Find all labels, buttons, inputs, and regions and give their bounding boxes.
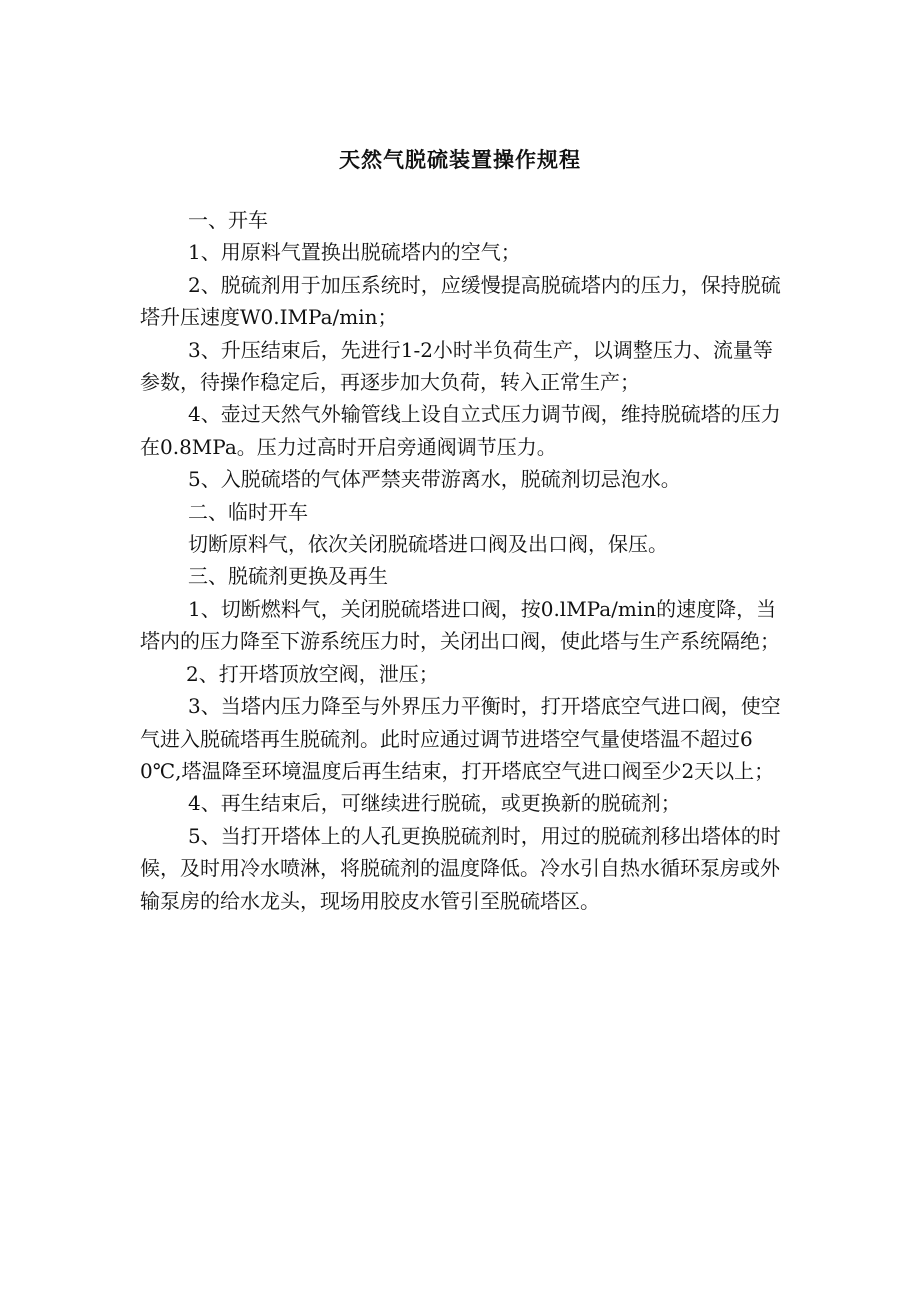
section-heading-replacement: 三、脱硫剂更换及再生 [188, 564, 388, 589]
section-heading-temporary-start: 二、临时开车 [188, 499, 308, 524]
paragraph-replacement-1: 1、切断燃料气，关闭脱硫塔进口阀，按0.lMPa/min的速度降，当塔内的压力降至下游系统压力时，关闭出口阀，使此塔与生产系统隔绝； [140, 596, 780, 654]
document-title: 天然气脱硫装置操作规程 [339, 147, 581, 172]
paragraph-step-1: 1、用原料气置换出脱硫塔内的空气； [188, 240, 521, 265]
paragraph-step-5: 5、入脱硫塔的气体严禁夹带游离水，脱硫剂切忌泡水。 [188, 467, 681, 492]
section-heading-startup: 一、开车 [188, 208, 268, 232]
paragraph-replacement-3: 3、当塔内压力降至与外界压力平衡时，打开塔底空气进口阀，使空气进入脱硫塔再生脱硫剂。此时应通过调节进塔空气量使塔温不超过60℃,塔温降至环境温度后再生结束，打开塔底空气进口阀至少2天以上； [140, 694, 781, 783]
paragraph-replacement-5: 5、当打开塔体上的人孔更换脱硫剂时，用过的脱硫剂移出塔体的时候，及时用冷水喷淋，将脱硫剂的温度降低。冷水引自热水循环泵房或外输泵房的给水龙头，现场用胶皮水管引至脱硫塔区。 [140, 823, 781, 913]
paragraph-replacement-4: 4、再生结束后，可继续进行脱硫，或更换新的脱硫剂； [188, 791, 681, 816]
paragraph-step-4: 4、壶过天然气外输管线上设自立式压力调节阀，维持脱硫塔的压力在0.8MPa。压力过高时开启旁通阀调节压力。 [140, 402, 781, 459]
paragraph-step-2: 2、脱硫剂用于加压系统时，应缓慢提高脱硫塔内的压力，保持脱硫塔升压速度W0.IMPa/min； [140, 272, 781, 330]
paragraph-temporary-start: 切断原料气，依次关闭脱硫塔进口阀及出口阀，保压。 [188, 532, 668, 557]
paragraph-step-3: 3、升压结束后，先进行1-2小时半负荷生产，以调整压力、流量等参数，待操作稳定后，再逐步加大负荷，转入正常生产； [140, 337, 773, 395]
paragraph-replacement-2: 2、打开塔顶放空阀，泄压； [186, 661, 439, 686]
document-body [140, 204, 790, 917]
